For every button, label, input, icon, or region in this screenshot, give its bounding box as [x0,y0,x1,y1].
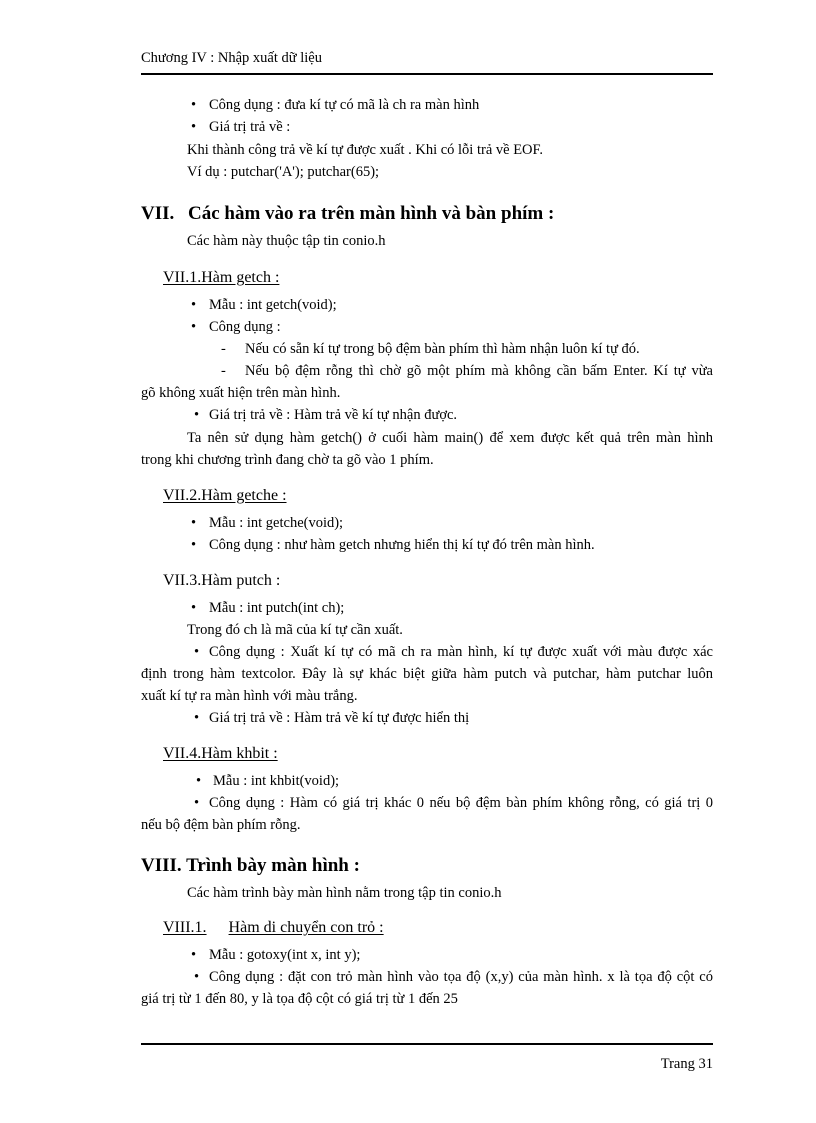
getch-dash-2a: Nếu bộ đệm rỗng thì chờ gõ một phím mà không cần bấm Enter. Kí tự vừa [245,363,713,379]
getch-para-1a: Ta nên sử dụng hàm getch() ở cuối hàm main() để xem được kết quả trên màn hình [187,430,713,446]
footer-rule [141,1043,713,1045]
section-heading-viii [141,855,360,877]
getch-para-1b: trong khi chương trình đang chờ ta gõ vào 1 phím. [141,452,434,468]
bullet: • [194,969,200,985]
gotoxy-bullet-2b: giá trị từ 1 đến 80, y là tọa độ cột có giá trị từ 1 đến 25 [141,991,458,1007]
page-header: Chương IV : Nhập xuất dữ liệu [141,50,322,66]
khbit-bullet-1: Mẫu : int khbit(void); [213,773,340,789]
putch-line-1: Trong đó ch là mã của kí tự cần xuất. [187,622,403,638]
intro-bullet-1: Công dụng : đưa kí tự có mã là ch ra màn hình [209,97,480,113]
putch-bullet-3: Giá trị trả về : Hàm trả về kí tự được hiển thị [209,710,470,726]
intro-line-2: Ví dụ : putchar('A'); putchar(65); [187,164,380,180]
bullet: • [194,710,200,726]
bullet: • [194,644,200,660]
khbit-bullet-2a: Công dụng : Hàm có giá trị khác 0 nếu bộ đệm bàn phím không rỗng, có giá trị 0 [209,795,713,811]
bullet: • [191,515,197,531]
intro-line-1: Khi thành công trả về kí tự được xuất . Khi có lỗi trả về EOF. [187,142,544,158]
subsection-title: Hàm di chuyển con trỏ : [228,919,384,936]
bullet: • [191,600,197,616]
getche-bullet-2: Công dụng : như hàm getch nhưng hiển thị kí tự đó trên màn hình. [209,537,595,553]
dash: - [221,363,226,379]
section-number: VIII. [141,855,182,876]
bullet: • [191,537,197,553]
page-number: Trang 31 [660,1056,713,1072]
getche-bullet-1: Mẫu : int getche(void); [209,515,344,531]
bullet: • [194,407,200,423]
section-title: Trình bày màn hình : [186,855,360,876]
bullet: • [191,319,197,335]
bullet: • [196,773,202,789]
section-desc: Các hàm này thuộc tập tin conio.h [187,233,386,249]
subsection-heading-vii-3: VII.3.Hàm putch : [163,572,281,589]
subsection-number: VIII.1. [163,919,207,936]
bullet: • [191,97,197,113]
subsection-heading-vii-1: VII.1.Hàm getch : [163,269,280,286]
section-title: Các hàm vào ra trên màn hình và bàn phím : [188,203,555,224]
bullet: • [191,947,197,963]
subsection-heading-vii-4: VII.4.Hàm khbit : [163,745,278,762]
putch-bullet-1: Mẫu : int putch(int ch); [209,600,345,616]
getch-dash-2b: gõ không xuất hiện trên màn hình. [141,385,341,401]
getch-bullet-2: Công dụng : [209,319,281,335]
putch-bullet-2b: định trong hàm textcolor. Đây là sự khác biệt giữa hàm putch và putchar, hàm putchar luôn [141,666,713,682]
putch-bullet-2c: xuất kí tự ra màn hình với màu trắng. [141,688,358,704]
subsection-heading-vii-2: VII.2.Hàm getche : [163,487,287,504]
gotoxy-bullet-2a: Công dụng : đặt con trỏ màn hình vào tọa độ (x,y) của màn hình. x là tọa độ cột có [209,969,713,985]
khbit-bullet-2b: nếu bộ đệm bàn phím rỗng. [141,817,301,833]
bullet: • [191,297,197,313]
getch-bullet-1: Mẫu : int getch(void); [209,297,337,313]
bullet: • [191,119,197,135]
intro-bullet-2: Giá trị trả về : [209,119,291,135]
putch-bullet-2a: Công dụng : Xuất kí tự có mã ch ra màn hình, kí tự được xuất với màu được xác [209,644,713,660]
header-rule [141,73,713,75]
dash: - [221,341,226,357]
getch-dash-1: Nếu có sẵn kí tự trong bộ đệm bàn phím thì hàm nhận luôn kí tự đó. [245,341,640,357]
subsection-heading-viii-1 [163,918,384,938]
gotoxy-bullet-1: Mẫu : gotoxy(int x, int y); [209,947,361,963]
section-number: VII. [141,203,175,224]
bullet: • [194,795,200,811]
section-desc: Các hàm trình bày màn hình nằm trong tập tin conio.h [187,885,502,901]
section-heading-vii [141,203,554,225]
getch-bullet-3: Giá trị trả về : Hàm trả về kí tự nhận được. [209,407,458,423]
